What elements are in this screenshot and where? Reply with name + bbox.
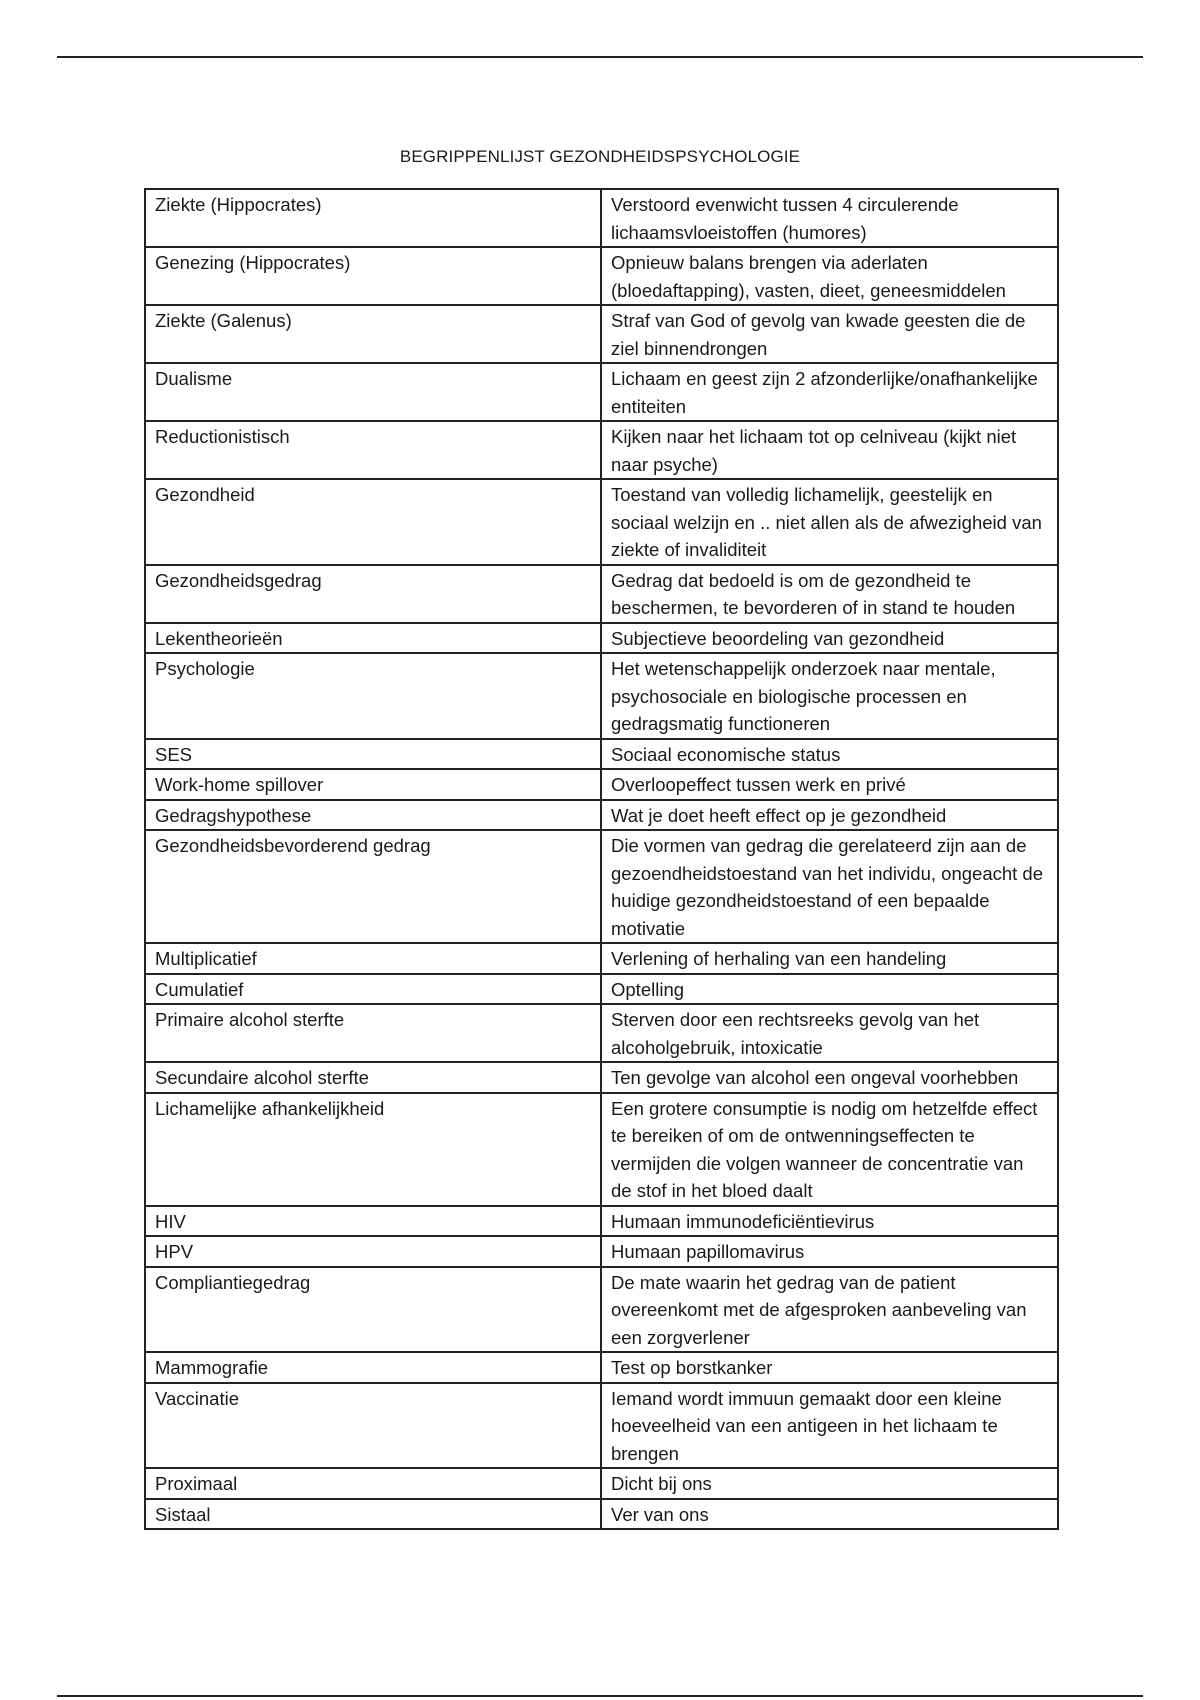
definition-cell: Ver van ons xyxy=(601,1499,1058,1530)
table-row xyxy=(145,565,1058,623)
table-row xyxy=(145,623,1058,654)
definition-cell: Die vormen van gedrag die gerelateerd zijn aan de gezoendheidstoestand van het individu, ongeacht de huidige gezondheidstoestand of een bepaalde motivatie xyxy=(601,830,1058,943)
definition-cell: Sociaal economische status xyxy=(601,739,1058,770)
table-row xyxy=(145,653,1058,739)
table-row xyxy=(145,1206,1058,1237)
term-cell: Gezondheid xyxy=(145,479,601,565)
table-row xyxy=(145,247,1058,305)
term-cell: Gezondheidsgedrag xyxy=(145,565,601,623)
term-cell: Proximaal xyxy=(145,1468,601,1499)
definition-cell: Lichaam en geest zijn 2 afzonderlijke/onafhankelijke entiteiten xyxy=(601,363,1058,421)
definition-cell: Dicht bij ons xyxy=(601,1468,1058,1499)
definition-cell: Overloopeffect tussen werk en privé xyxy=(601,769,1058,800)
table-row xyxy=(145,1062,1058,1093)
term-cell: Lekentheorieën xyxy=(145,623,601,654)
table-row xyxy=(145,943,1058,974)
definition-cell: Opnieuw balans brengen via aderlaten (bloedaftapping), vasten, dieet, geneesmiddelen xyxy=(601,247,1058,305)
definition-cell: Het wetenschappelijk onderzoek naar mentale, psychosociale en biologische processen en gedragsmatig functioneren xyxy=(601,653,1058,739)
table-row xyxy=(145,769,1058,800)
term-cell: Primaire alcohol sterfte xyxy=(145,1004,601,1062)
term-cell: SES xyxy=(145,739,601,770)
term-cell: Ziekte (Galenus) xyxy=(145,305,601,363)
term-cell: HPV xyxy=(145,1236,601,1267)
term-cell: Dualisme xyxy=(145,363,601,421)
term-cell: Vaccinatie xyxy=(145,1383,601,1469)
definition-cell: Ten gevolge van alcohol een ongeval voorhebben xyxy=(601,1062,1058,1093)
term-cell: Secundaire alcohol sterfte xyxy=(145,1062,601,1093)
table-row xyxy=(145,1267,1058,1353)
term-cell: Work-home spillover xyxy=(145,769,601,800)
term-cell: Gezondheidsbevorderend gedrag xyxy=(145,830,601,943)
definition-cell: Optelling xyxy=(601,974,1058,1005)
page-title: BEGRIPPENLIJST GEZONDHEIDSPSYCHOLOGIE xyxy=(399,147,801,166)
table-row xyxy=(145,479,1058,565)
table-row xyxy=(145,830,1058,943)
table-row xyxy=(145,1383,1058,1469)
table-row xyxy=(145,800,1058,831)
definition-cell: Subjectieve beoordeling van gezondheid xyxy=(601,623,1058,654)
table-row xyxy=(145,739,1058,770)
term-cell: Reductionistisch xyxy=(145,421,601,479)
definition-cell: Humaan papillomavirus xyxy=(601,1236,1058,1267)
definition-cell: Sterven door een rechtsreeks gevolg van het alcoholgebruik, intoxicatie xyxy=(601,1004,1058,1062)
term-cell: Cumulatief xyxy=(145,974,601,1005)
table-row xyxy=(145,421,1058,479)
definition-cell: Een grotere consumptie is nodig om hetzelfde effect te bereiken of om de ontwenningseffecten te vermijden die volgen wanneer de concentratie van de stof in het bloed daalt xyxy=(601,1093,1058,1206)
table-row xyxy=(145,363,1058,421)
definition-cell: Straf van God of gevolg van kwade geesten die de ziel binnendrongen xyxy=(601,305,1058,363)
definition-cell: De mate waarin het gedrag van de patient overeenkomt met de afgesproken aanbeveling van een zorgverlener xyxy=(601,1267,1058,1353)
term-cell: Sistaal xyxy=(145,1499,601,1530)
table-row xyxy=(145,1499,1058,1530)
definition-cell: Iemand wordt immuun gemaakt door een kleine hoeveelheid van een antigeen in het lichaam te brengen xyxy=(601,1383,1058,1469)
term-cell: Compliantiegedrag xyxy=(145,1267,601,1353)
header-rule xyxy=(57,56,1143,58)
definition-cell: Humaan immunodeficiëntievirus xyxy=(601,1206,1058,1237)
definition-cell: Gedrag dat bedoeld is om de gezondheid te beschermen, te bevorderen of in stand te houden xyxy=(601,565,1058,623)
term-cell: Gedragshypothese xyxy=(145,800,601,831)
definition-cell: Toestand van volledig lichamelijk, geestelijk en sociaal welzijn en .. niet allen als de afwezigheid van ziekte of invaliditeit xyxy=(601,479,1058,565)
definition-cell: Kijken naar het lichaam tot op celniveau (kijkt niet naar psyche) xyxy=(601,421,1058,479)
table-row xyxy=(145,1004,1058,1062)
term-cell: Multiplicatief xyxy=(145,943,601,974)
table-row xyxy=(145,1352,1058,1383)
term-cell: Psychologie xyxy=(145,653,601,739)
table-row xyxy=(145,305,1058,363)
term-cell: Mammografie xyxy=(145,1352,601,1383)
term-cell: Genezing (Hippocrates) xyxy=(145,247,601,305)
footer-rule xyxy=(57,1695,1143,1697)
table-row xyxy=(145,1236,1058,1267)
definition-cell: Wat je doet heeft effect op je gezondheid xyxy=(601,800,1058,831)
glossary-table xyxy=(144,188,1059,1530)
term-cell: Lichamelijke afhankelijkheid xyxy=(145,1093,601,1206)
table-row xyxy=(145,974,1058,1005)
definition-cell: Verstoord evenwicht tussen 4 circulerende lichaamsvloeistoffen (humores) xyxy=(601,189,1058,247)
table-row xyxy=(145,1468,1058,1499)
table-row xyxy=(145,189,1058,247)
definition-cell: Test op borstkanker xyxy=(601,1352,1058,1383)
glossary-body xyxy=(145,189,1058,1529)
table-row xyxy=(145,1093,1058,1206)
term-cell: HIV xyxy=(145,1206,601,1237)
definition-cell: Verlening of herhaling van een handeling xyxy=(601,943,1058,974)
term-cell: Ziekte (Hippocrates) xyxy=(145,189,601,247)
